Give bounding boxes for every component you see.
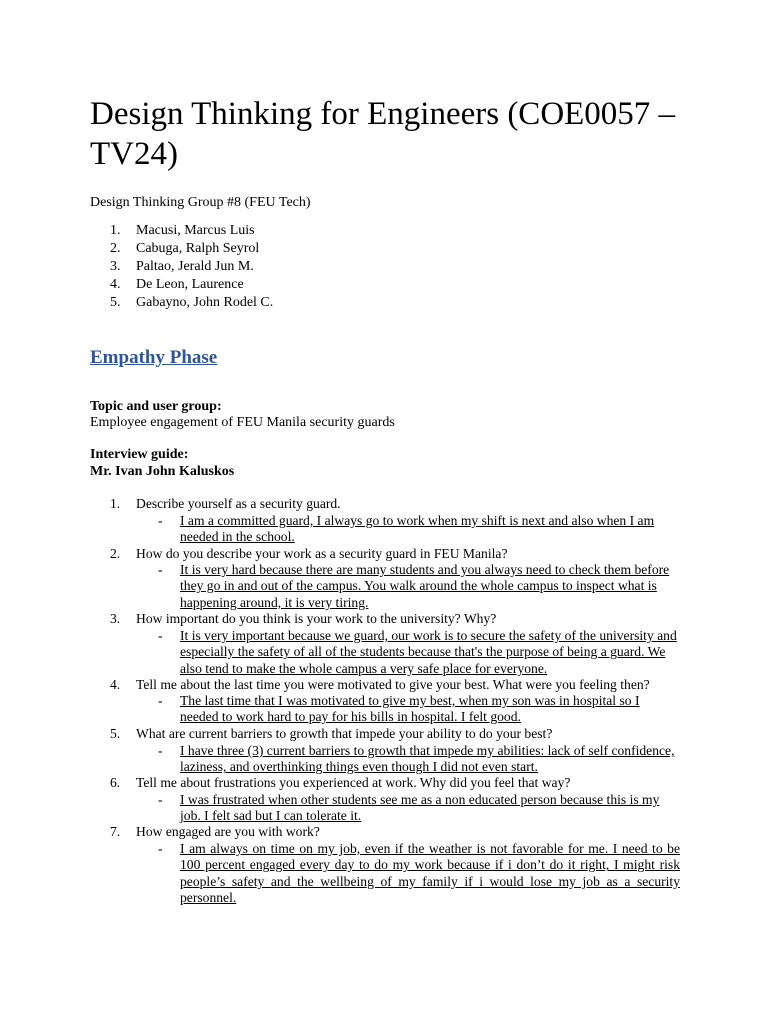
bullet-dash: - bbox=[158, 841, 163, 856]
answer-text: I was frustrated when other students see me as a non educated person because this is my job. I felt sad but I can tolerate it. bbox=[180, 792, 660, 824]
answer-text: It is very hard because there are many students and you always need to check them before they go in and out of the campus. You walk around the whole campus to inspect what is happening around, it is very tiring. bbox=[180, 562, 670, 610]
topic-text: Employee engagement of FEU Manila security guards bbox=[90, 415, 395, 430]
phase-heading[interactable]: Empathy Phase bbox=[90, 347, 218, 368]
member-name: Paltao, Jerald Jun M. bbox=[136, 259, 254, 274]
topic-label: Topic and user group: bbox=[90, 399, 222, 414]
bullet-dash: - bbox=[158, 693, 163, 708]
member-list bbox=[110, 222, 273, 312]
member-name: Macusi, Marcus Luis bbox=[136, 223, 255, 238]
list-item: 1. Macusi, Marcus Luis bbox=[110, 223, 255, 238]
question-item: 7. How engaged are you with work? bbox=[110, 824, 320, 839]
question-text: Describe yourself as a security guard. bbox=[136, 496, 341, 511]
question-text: Tell me about frustrations you experienced at work. Why did you feel that way? bbox=[136, 775, 571, 790]
member-name: De Leon, Laurence bbox=[136, 277, 244, 292]
list-item: 5. Gabayno, John Rodel C. bbox=[110, 295, 274, 310]
answer-text: I am always on time on my job, even if the weather is not favorable for me. I need to be 100 percent engaged every day to do my work because if i don’t do it right, I might risk people’s safety and the wellbeing of my family if i would lose my job as a security personnel. bbox=[180, 841, 680, 906]
question-item: 2. How do you describe your work as a security guard in FEU Manila? bbox=[110, 546, 508, 561]
bullet-dash: - bbox=[158, 792, 163, 807]
list-item: 3. Paltao, Jerald Jun M. bbox=[110, 259, 254, 274]
bullet-dash: - bbox=[158, 743, 163, 758]
list-item: 2. Cabuga, Ralph Seyrol bbox=[110, 241, 260, 256]
guide-label: Interview guide: bbox=[90, 447, 189, 462]
answer-text: The last time that I was motivated to give my best, when my son was in hospital so I needed to work hard to pay for his bills in hospital. I felt good. bbox=[180, 693, 640, 725]
group-line: Design Thinking Group #8 (FEU Tech) bbox=[90, 195, 311, 210]
member-name: Gabayno, John Rodel C. bbox=[136, 295, 274, 310]
interviewee-name: Mr. Ivan John Kaluskos bbox=[90, 464, 235, 479]
bullet-dash: - bbox=[158, 562, 163, 577]
question-text: How engaged are you with work? bbox=[136, 824, 320, 839]
question-item: 4. Tell me about the last time you were motivated to give your best. What were you feeling then? bbox=[110, 677, 650, 692]
question-item: 5. What are current barriers to growth that impede your ability to do your best? bbox=[110, 726, 553, 741]
bullet-dash: - bbox=[158, 513, 163, 528]
question-text: How do you describe your work as a security guard in FEU Manila? bbox=[136, 546, 508, 561]
question-item: 6. Tell me about frustrations you experienced at work. Why did you feel that way? bbox=[110, 775, 571, 790]
answer-text: I am a committed guard, I always go to work when my shift is next and also when I am needed in the school. bbox=[180, 513, 655, 545]
answer-text: It is very important because we guard, our work is to secure the safety of the university and especially the safety of all of the students because that's the purpose of being a guard. We also tend to make the whole campus a very safe place for everyone. bbox=[180, 628, 677, 676]
question-item: 3. How important do you think is your work to the university? Why? bbox=[110, 611, 497, 626]
bullet-dash: - bbox=[158, 628, 163, 643]
question-text: What are current barriers to growth that impede your ability to do your best? bbox=[136, 726, 553, 741]
question-item: 1. Describe yourself as a security guard. bbox=[110, 496, 341, 511]
question-text: Tell me about the last time you were motivated to give your best. What were you feeling then? bbox=[136, 677, 650, 692]
document-title: Design Thinking for Engineers (COE0057 – TV24) bbox=[90, 96, 676, 172]
member-name: Cabuga, Ralph Seyrol bbox=[136, 241, 260, 256]
list-item: 4. De Leon, Laurence bbox=[110, 277, 244, 292]
question-text: How important do you think is your work to the university? Why? bbox=[136, 611, 497, 626]
answer-text: I have three (3) current barriers to growth that impede my abilities: lack of self confidence, laziness, and overthinking things even though I did not even start. bbox=[180, 743, 675, 775]
